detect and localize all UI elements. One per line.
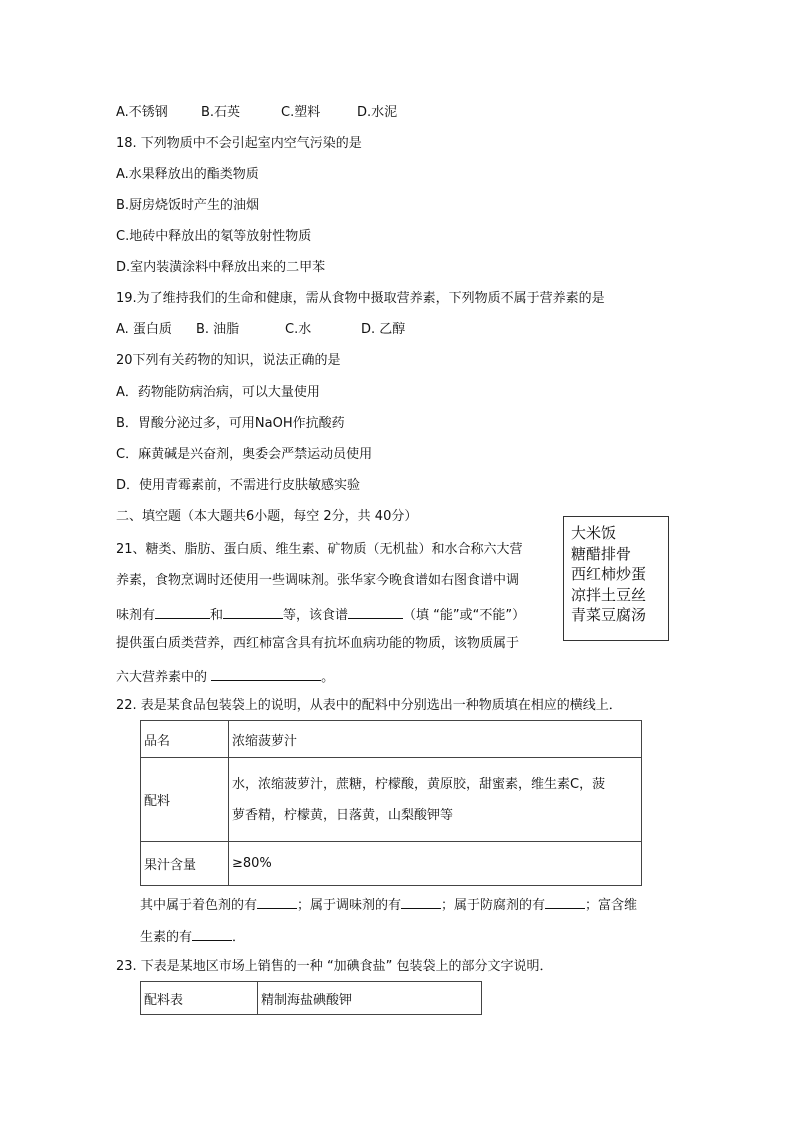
q22-r2-value: [229, 758, 642, 842]
q21-blank-3[interactable]: [348, 604, 403, 619]
q20-option-d: D．使用青霉素前，不需进行皮肤敏感实验: [116, 478, 361, 493]
q21-blank-2[interactable]: [223, 604, 283, 619]
q22-r1-label: 品名: [141, 721, 229, 758]
menu-item: 凉拌土豆丝: [571, 585, 647, 604]
q23-value: 精制海盐碘酸钾: [258, 982, 482, 1015]
q21-line2: 养素，食物烹调时还使用一些调味剂。张华家今晚食谱如右图食谱中调: [116, 573, 520, 588]
q21-line3-text-b: 和: [210, 608, 224, 623]
q20-option-b: B．胃酸分泌过多，可用NaOH作抗酸药: [116, 416, 345, 431]
q21-line5-text: 六大营养素中的: [116, 670, 212, 685]
q18-stem: 18. 下列物质中不会引起室内空气污染的是: [116, 136, 362, 151]
q18-option-c: C.地砖中释放出的氡等放射性物质: [116, 229, 312, 244]
q20-stem: 20下列有关药物的知识，说法正确的是: [116, 353, 341, 368]
q21-line5-end: 。: [321, 670, 335, 685]
q22-table: [140, 720, 642, 886]
q22-answer-line1: [140, 894, 637, 915]
q17-option-a: A.不锈钢: [116, 105, 168, 120]
q22-r3-label: 果汁含量: [141, 842, 229, 886]
q22-r3-value: ≥80%: [229, 842, 642, 886]
q21-blank-1[interactable]: [155, 604, 210, 619]
section2-title: 二、填空题（本大题共6小题，每空 2分，共 40分）: [116, 509, 418, 524]
q21-line3: [116, 604, 525, 625]
q22-r2-value-line2: 萝香精，柠檬黄，日落黄，山梨酸钾等: [232, 807, 454, 823]
q23-label: 配料表: [141, 982, 258, 1015]
menu-item: 糖醋排骨: [571, 544, 632, 563]
q22-blank-1[interactable]: [257, 894, 297, 909]
q22-stem: 22. 表是某食品包装袋上的说明，从表中的配料中分别选出一种物质填在相应的横线上．: [116, 698, 622, 713]
q18-option-d: D.室内装潢涂料中释放出来的二甲苯: [116, 260, 326, 275]
q19-stem: 19.为了维持我们的生命和健康，需从食物中摄取营养素，下列物质不属于营养素的是: [116, 291, 605, 306]
q22-r1-value: 浓缩菠萝汁: [229, 721, 642, 758]
q21-line1: 21、糖类、脂肪、蛋白质、维生素、矿物质（无机盐）和水合称六大营: [116, 542, 523, 557]
q21-line3-text-d: （填 “能”或“不能”）: [403, 608, 526, 623]
q17-option-c: C.塑料: [281, 105, 321, 120]
q22-blank-2[interactable]: [401, 894, 441, 909]
q21-blank-4[interactable]: [211, 666, 321, 681]
q22-blank-4[interactable]: [192, 926, 232, 941]
menu-box: [563, 516, 669, 641]
q17-options: [116, 104, 397, 122]
q22-r2-label: 配料: [141, 758, 229, 842]
q21-line3-text-c: 等，该食谱: [283, 608, 349, 623]
q22-blank-3[interactable]: [545, 894, 585, 909]
q23-table: [140, 981, 482, 1015]
q22-answer-text-d: ；富含维: [585, 898, 638, 913]
q22-r2-value-line1: 水，浓缩菠萝汁，蔗糖，柠檬酸，黄原胶，甜蜜素，维生素C，菠: [232, 776, 606, 792]
q22-answer-text-a: 其中属于着色剂的有: [140, 898, 258, 913]
q19-option-b: B. 油脂: [196, 322, 240, 337]
q17-option-b: B.石英: [201, 105, 241, 120]
menu-item: 西红柿炒蛋: [571, 565, 647, 583]
q21-line5: [116, 666, 334, 687]
q18-option-b: B.厨房烧饭时产生的油烟: [116, 198, 260, 213]
menu-item: 大米饭: [571, 524, 617, 542]
q23-stem: 23. 下表是某地区市场上销售的一种 “加碘食盐” 包装袋上的部分文字说明．: [116, 959, 553, 974]
q19-option-d: D. 乙醇: [361, 322, 406, 337]
q22-answer-text-f: ．: [232, 930, 246, 945]
q21-line3-text-a: 味剂有: [116, 608, 156, 623]
q22-answer-text-b: ；属于调味剂的有: [297, 898, 402, 913]
menu-item: 青菜豆腐汤: [571, 606, 647, 624]
q18-option-a: A.水果释放出的酯类物质: [116, 167, 259, 182]
q19-option-a: A. 蛋白质: [116, 322, 172, 337]
q17-option-d: D.水泥: [357, 105, 398, 120]
q22-answer-line2: [140, 926, 245, 947]
q20-option-c: C．麻黄碱是兴奋剂，奥委会严禁运动员使用: [116, 447, 373, 462]
q22-answer-text-c: ；属于防腐剂的有: [441, 898, 546, 913]
q20-option-a: A．药物能防病治病，可以大量使用: [116, 385, 320, 400]
q19-option-c: C.水: [285, 322, 312, 337]
q19-options: [116, 321, 405, 339]
q22-answer-text-e: 生素的有: [140, 930, 193, 945]
q21-line4: 提供蛋白质类营养，西红柿富含具有抗坏血病功能的物质，该物质属于: [116, 636, 520, 651]
